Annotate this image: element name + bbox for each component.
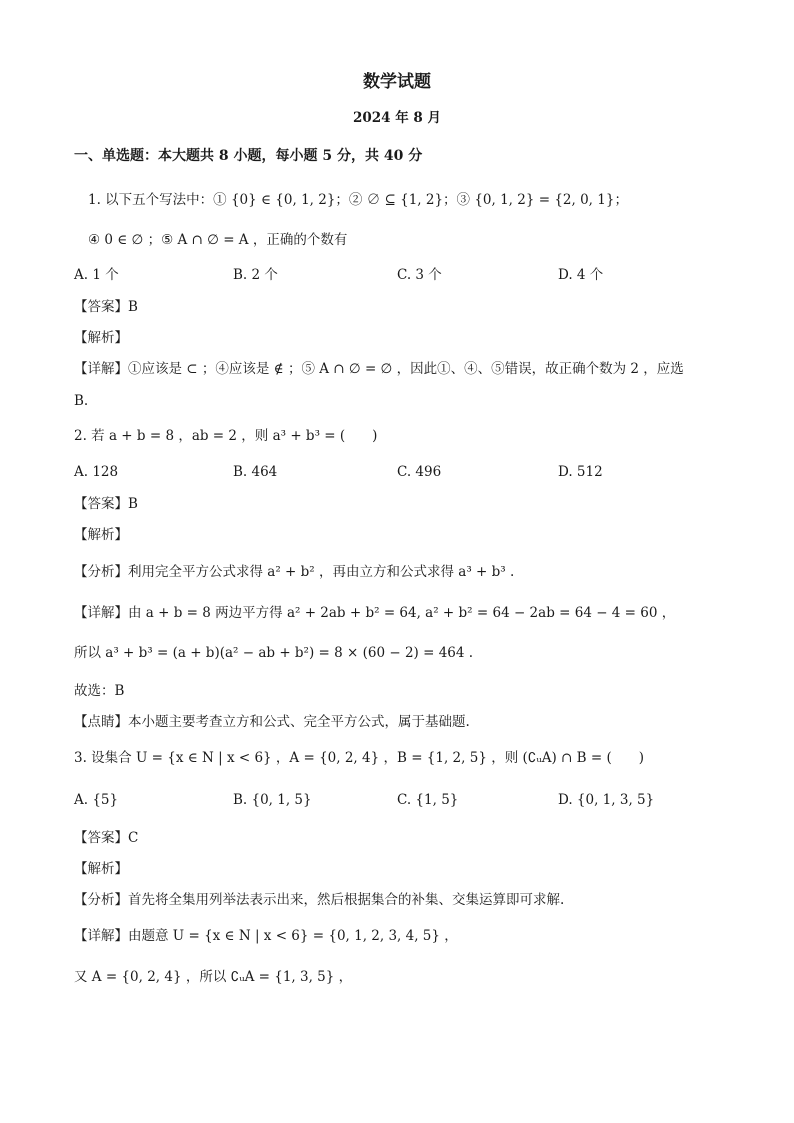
q2-detail-line2: 所以 a³ + b³ = (a + b)(a² − ab + b²) = 8 × (60 − 2) = 464 . [74, 645, 474, 661]
page-title: 数学试题 [363, 72, 431, 92]
q1-answer: 【答案】B [74, 299, 138, 315]
q2-dianjing: 【点睛】本小题主要考查立方和公式、完全平方公式，属于基础题. [74, 714, 470, 730]
q1-analysis-label: 【解析】 [74, 330, 128, 346]
q1-option-d: D. 4 个 [558, 267, 604, 283]
q2-conclusion: 故选：B [74, 683, 125, 699]
exam-date: 2024 年 8 月 [352, 110, 442, 126]
q2-stem: 2. 若 a + b = 8 ，ab = 2 ，则 a³ + b³ = ( ) [74, 428, 378, 444]
q1-option-c: C. 3 个 [397, 267, 442, 283]
q1-stem-line2: ④ 0 ∈ ∅ ；⑤ A ∩ ∅ = A ，正确的个数有 [88, 232, 348, 248]
q2-option-d: D. 512 [558, 464, 603, 480]
q1-detail-line1: 【详解】①应该是 ⊂ ；④应该是 ∉ ；⑤ A ∩ ∅ = ∅ ，因此①、④、⑤错误，故正确个数为 2 ，应选 [74, 361, 684, 377]
q1-detail-line2: B. [74, 393, 89, 409]
q1-option-a: A. 1 个 [74, 267, 119, 283]
q3-option-a: A. {5} [74, 792, 119, 808]
q3-stem: 3. 设集合 U = {x ∈ N | x < 6} ，A = {0, 2, 4} ，B = {1, 2, 5} ，则 (∁ᵤA) ∩ B = ( ) [74, 750, 644, 766]
q1-stem-line1: 1. 以下五个写法中：① {0} ∈ {0, 1, 2}；② ∅ ⊆ {1, 2}；③ {0, 1, 2} = {2, 0, 1}； [88, 192, 628, 208]
q3-option-c: C. {1, 5} [397, 792, 459, 808]
q3-analysis-label: 【解析】 [74, 861, 128, 877]
q2-option-a: A. 128 [74, 464, 119, 480]
q2-answer: 【答案】B [74, 496, 138, 512]
q2-option-b: B. 464 [233, 464, 278, 480]
q3-answer: 【答案】C [74, 830, 139, 846]
q2-detail-line1: 【详解】由 a + b = 8 两边平方得 a² + 2ab + b² = 64, a² + b² = 64 − 2ab = 64 − 4 = 60 ， [74, 605, 676, 621]
q3-detail-line1: 【详解】由题意 U = {x ∈ N | x < 6} = {0, 1, 2, 3, 4, 5} ， [74, 928, 458, 944]
q3-option-b: B. {0, 1, 5} [233, 792, 312, 808]
q3-option-d: D. {0, 1, 3, 5} [558, 792, 655, 808]
section-title: 一、单选题：本大题共 8 小题，每小题 5 分，共 40 分 [74, 148, 423, 164]
q2-option-c: C. 496 [397, 464, 442, 480]
q3-detail-line2: 又 A = {0, 2, 4} ，所以 ∁ᵤA = {1, 3, 5} ， [74, 969, 353, 985]
q2-fenxi: 【分析】利用完全平方公式求得 a² + b² ，再由立方和公式求得 a³ + b³ . [74, 564, 515, 580]
q3-fenxi: 【分析】首先将全集用列举法表示出来，然后根据集合的补集、交集运算即可求解. [74, 892, 565, 908]
q2-analysis-label: 【解析】 [74, 527, 128, 543]
q1-option-b: B. 2 个 [233, 267, 278, 283]
